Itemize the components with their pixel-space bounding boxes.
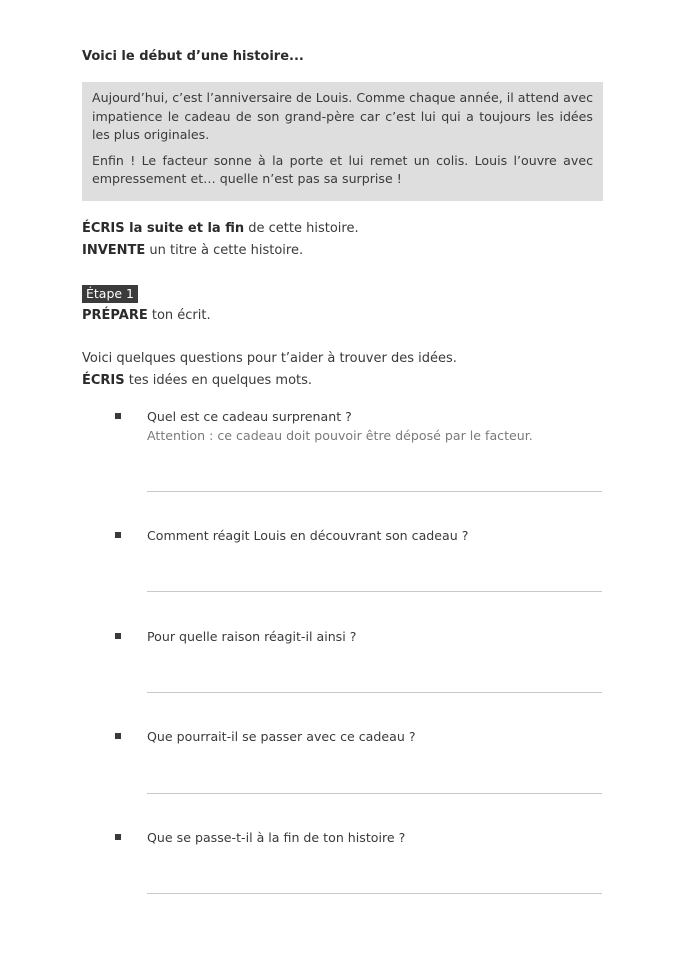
instruction-write-ideas-bold: ÉCRIS xyxy=(82,373,125,388)
instruction-write-continuation xyxy=(82,220,359,238)
story-paragraph-1: Aujourd’hui, c’est l’anniversaire de Louis. Comme chaque année, il attend avec impatience le cadeau de son grand-père car c’est lui qui a toujours les idées les plus originales. xyxy=(92,90,593,142)
answer-line[interactable] xyxy=(147,491,602,492)
question-text: Quel est ce cadeau surprenant ? xyxy=(147,409,352,424)
instruction-invent-title xyxy=(82,242,303,260)
instruction-prepare xyxy=(82,307,211,325)
instruction-write-rest: de cette histoire. xyxy=(244,221,359,236)
instruction-write-ideas xyxy=(82,372,312,390)
square-bullet-icon xyxy=(115,633,121,639)
instruction-write-ideas-rest: tes idées en quelques mots. xyxy=(124,373,313,388)
square-bullet-icon xyxy=(115,413,121,419)
square-bullet-icon xyxy=(115,733,121,739)
answer-line[interactable] xyxy=(147,692,602,693)
story-paragraph-2: Enfin ! Le facteur sonne à la porte et lui remet un colis. Louis l’ouvre avec empressement et… quelle n’est pas sa surprise ! xyxy=(92,152,593,186)
question-text: Pour quelle raison réagit-il ainsi ? xyxy=(147,629,357,644)
question-note: Attention : ce cadeau doit pouvoir être déposé par le facteur. xyxy=(147,428,533,443)
question-text: Que se passe-t-il à la fin de ton histoire ? xyxy=(147,830,406,845)
instruction-invent-rest: un titre à cette histoire. xyxy=(145,243,304,258)
etape-badge: Étape 1 xyxy=(82,285,138,303)
answer-line[interactable] xyxy=(147,793,602,794)
instruction-prepare-bold: PRÉPARE xyxy=(82,308,148,323)
square-bullet-icon xyxy=(115,834,121,840)
instruction-invent-bold: INVENTE xyxy=(82,243,146,258)
help-line: Voici quelques questions pour t’aider à trouver des idées. xyxy=(82,351,457,366)
story-excerpt-box xyxy=(82,82,603,201)
answer-line[interactable] xyxy=(147,893,602,894)
question-text: Comment réagit Louis en découvrant son cadeau ? xyxy=(147,528,469,543)
answer-line[interactable] xyxy=(147,591,602,592)
square-bullet-icon xyxy=(115,532,121,538)
intro-heading: Voici le début d’une histoire... xyxy=(82,49,304,64)
instruction-write-bold: ÉCRIS la suite et la fin xyxy=(82,221,245,236)
instruction-prepare-rest: ton écrit. xyxy=(147,308,211,323)
question-text: Que pourrait-il se passer avec ce cadeau ? xyxy=(147,729,416,744)
